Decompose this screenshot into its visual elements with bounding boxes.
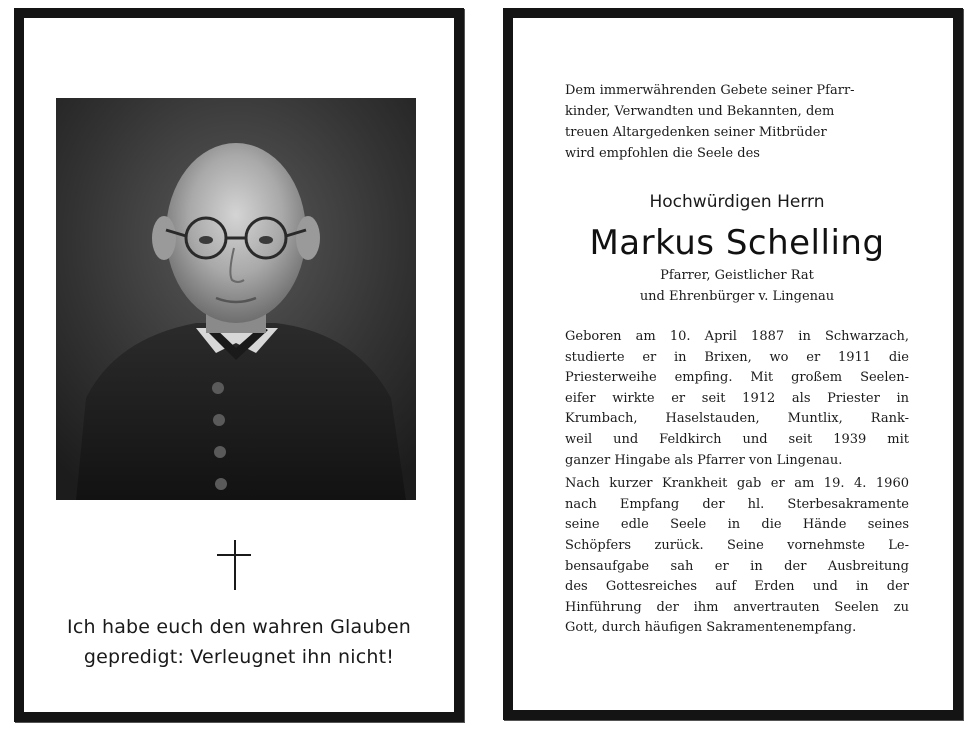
cross-icon	[214, 540, 254, 590]
bio-line: bensaufgabe sah er in der Ausbreitung	[565, 558, 909, 574]
intro-line: kinder, Verwandten und Bekannten, dem	[565, 104, 835, 119]
bio-line: Krumbach, Haselstauden, Muntlix, Rank-	[565, 411, 909, 427]
bio-line: eifer wirkte er seit 1912 als Priester in	[565, 390, 909, 406]
intro-line: wird empfohlen die Seele des	[565, 146, 760, 161]
biography	[565, 327, 909, 639]
memorial-quote	[24, 612, 454, 672]
memorial-card-front	[14, 8, 464, 722]
bio-paragraph-2	[565, 474, 909, 639]
bio-line: seine edle Seele in die Hände seines	[565, 517, 909, 533]
quote-line: Ich habe euch den wahren Glauben	[67, 616, 411, 638]
bio-line: Gott, durch häufigen Sakramentenempfang.	[565, 620, 857, 636]
bio-line: Nach kurzer Krankheit gab er am 19. 4. 1960	[565, 476, 909, 492]
bio-line: weil und Feldkirch und seit 1939 mit	[565, 431, 909, 447]
bio-line: des Gottesreiches auf Erden und in der	[565, 579, 909, 595]
deceased-name: Markus Schelling	[589, 223, 885, 263]
bio-line: Hinführung der ihm anvertrauten Seelen zu	[565, 599, 909, 615]
intro-paragraph	[565, 80, 909, 164]
bio-line: Priesterweihe empfing. Mit großem Seelen-	[565, 370, 909, 386]
bio-paragraph-1	[565, 327, 909, 471]
title-line: Pfarrer, Geistlicher Rat	[660, 268, 814, 283]
title-line: und Ehrenbürger v. Lingenau	[639, 289, 835, 304]
bio-line: Schöpfers zurück. Seine vornehmste Le-	[565, 537, 909, 553]
portrait-illustration	[56, 98, 416, 500]
intro-line: treuen Altargedenken seiner Mitbrüder	[565, 125, 827, 140]
bio-line: studierte er in Brixen, wo er 1911 die	[565, 349, 909, 365]
quote-line: gepredigt: Verleugnet ihn nicht!	[83, 646, 395, 668]
bio-line: nach Empfang der hl. Sterbesakramente	[565, 496, 909, 512]
intro-line: Dem immerwährenden Gebete seiner Pfarr-	[565, 83, 855, 98]
bio-line: ganzer Hingabe als Pfarrer von Lingenau.	[565, 452, 843, 468]
deceased-titles	[565, 265, 909, 307]
card-text-body	[565, 80, 909, 639]
memorial-card-text	[503, 8, 963, 720]
portrait-photo	[56, 98, 416, 500]
salutation: Hochwürdigen Herrn	[649, 192, 825, 212]
bio-line: Geboren am 10. April 1887 in Schwarzach,	[565, 329, 909, 344]
